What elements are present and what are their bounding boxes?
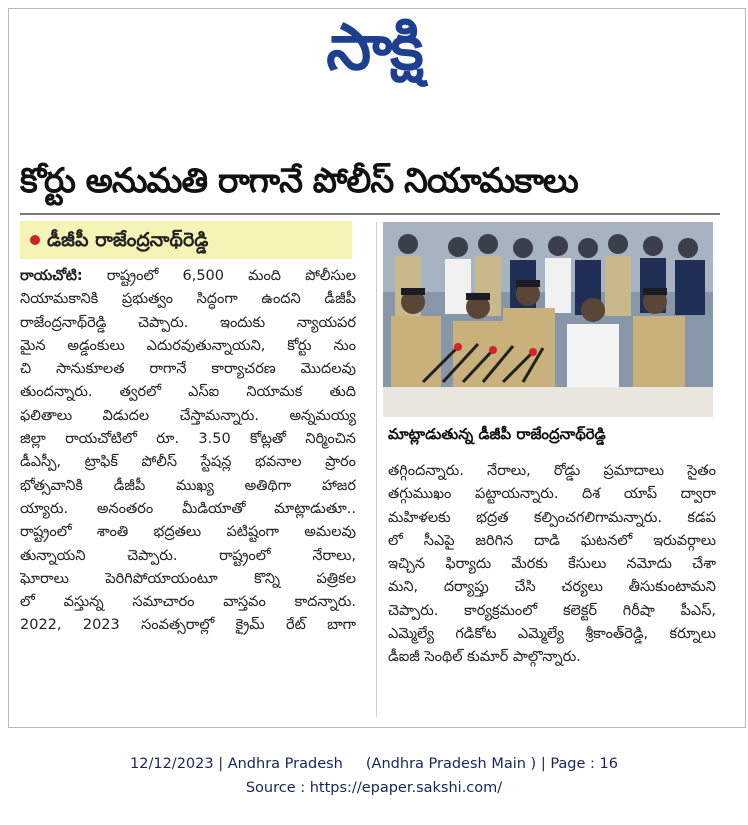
subheading: డీజీపీ రాజేంద్రనాథ్‌రెడ్డి <box>47 229 209 251</box>
body-line: డీఎస్పీ, ట్రాఫిక్ పోలీస్ స్టేషన్ల భవనాల ప్రారం <box>20 454 356 471</box>
body-line: ఇచ్చిన ఫిర్యాదు మేరకు కేసులు నమోదు చేశా <box>388 556 716 573</box>
bullet-icon <box>30 235 40 245</box>
article-headline: కోర్టు అనుమతి రాగానే పోలీస్ నియామకాలు <box>20 161 578 201</box>
body-line: భోత్సవానికి డీజీపీ ముఖ్య అతిథిగా హాజర <box>20 477 356 494</box>
body-line: తగ్గుముఖం పట్టాయన్నారు. దిశ యాప్ ద్వారా <box>388 486 716 503</box>
body-line: తుందన్నారు. త్వరలో ఎస్ఐ నియామక తుది <box>20 384 356 401</box>
body-line: లో వస్తున్న సమాచారం వాస్తవం కాదన్నారు. <box>20 594 356 611</box>
body-line: చి సానుకూలత రాగానే కార్యాచరణ మొదలవు <box>20 361 356 378</box>
body-line: చెప్పారు. కార్యక్రమంలో కలెక్టర్ గిరీషా పీఎస్, <box>388 602 716 619</box>
body-line: రాయచోటి: రాష్ట్రంలో 6,500 మంది పోలీసుల <box>20 268 356 284</box>
headline-rule <box>20 213 720 215</box>
body-line: మని, దర్యాప్తు చేసి చర్యలు తీసుకుంటామని <box>388 579 716 596</box>
masthead-logo <box>0 8 748 88</box>
body-line: తగ్గిందన్నారు. నేరాలు, రోడ్డు ప్రమాదాలు సైతం <box>388 463 716 479</box>
body-line: ఎమ్మెల్యే గడికోట ఎమ్మెల్యే శ్రీకాంత్‌రెడ్డి, కర్నూలు <box>388 626 716 643</box>
body-line: మైన అడ్డంకులు ఎదురవుతున్నాయని, కోర్టు నుం <box>20 337 356 354</box>
body-line: 2022, 2023 సంవత్సరాల్లో క్రైమ్ రేట్ బాగా <box>20 617 356 634</box>
body-line: తున్నాయని చెప్పారు. రాష్ట్రంలో నేరాలు, <box>20 547 356 564</box>
body-line: లో సీఎపై జరిగిన దాడి ఘటనలో ఇరువర్గాలు <box>388 532 716 549</box>
photo-caption: మాట్లాడుతున్న డీజీపీ రాజేంద్రనాథ్‌రెడ్డి <box>388 425 606 443</box>
logo-text: సాక్షి <box>326 11 422 85</box>
article-body-left <box>20 265 356 638</box>
article-body-right <box>388 460 716 670</box>
column-divider <box>376 222 377 717</box>
body-line: మహిళలకు భద్రత కల్పించగలిగామన్నారు. కడప <box>388 509 716 526</box>
body-line: రాజేంద్రనాథ్‌రెడ్డి చెప్పారు. ఇందుకు న్యాయపర <box>20 314 356 331</box>
subheading-bar <box>20 221 352 259</box>
dateline: రాయచోటి: <box>20 268 83 284</box>
body-line: జిల్లా రాయచోటిలో రూ. 3.50 కోట్లతో నిర్మించిన <box>20 431 356 448</box>
body-line: రాష్ట్రంలో శాంతి భద్రతలు పటిష్టంగా అమలవు <box>20 524 356 541</box>
press-meet-photo <box>383 222 713 417</box>
body-line: డీఐజీ సెంథిల్ కుమార్ పాల్గొన్నారు. <box>388 649 581 666</box>
body-line: ఫలితాలు విడుదల చేస్తామన్నారు. అన్నమయ్య <box>20 407 356 424</box>
body-line: య్యారు. అనంతరం మీడియాతో మాట్లాడుతూ.. <box>20 500 356 517</box>
body-line: ఘోరాలు పెరిగిపోయాయంటూ కొన్ని పత్రికల <box>20 570 356 587</box>
body-line: నియామకానికి ప్రభుత్వం సిద్ధంగా ఉందని డీజీపీ <box>20 291 356 308</box>
footer <box>0 752 748 800</box>
footer-edition-line: 12/12/2023 | Andhra Pradesh (Andhra Pradesh Main ) | Page : 16 <box>130 756 618 772</box>
footer-source-line: Source : https://epaper.sakshi.com/ <box>245 780 503 796</box>
